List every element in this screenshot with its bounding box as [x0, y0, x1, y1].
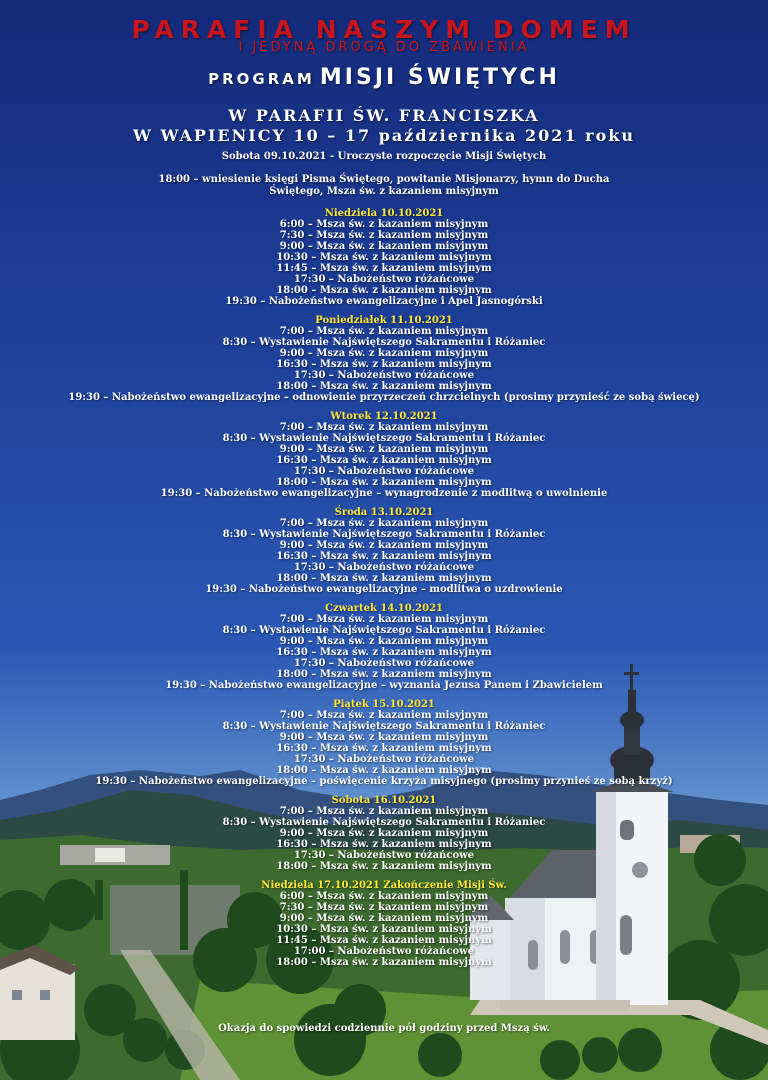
- schedule-line: 7:30 – Msza św. z kazaniem misyjnym: [279, 230, 489, 241]
- opening-line: Sobota 09.10.2021 - Uroczyste rozpoczęcie Misji Świętych: [221, 151, 547, 162]
- schedule-line: 19:30 – Nabożeństwo ewangelizacyjne – poświęcenie krzyża misyjnego (prosimy przynieś ze sobą krzyż): [95, 776, 673, 787]
- schedule-line: 7:00 – Msza św. z kazaniem misyjnym: [279, 614, 489, 625]
- day-title: Wtorek 12.10.2021: [330, 411, 438, 422]
- day-block: [0, 880, 768, 968]
- schedule-line: 19:30 – Nabożeństwo ewangelizacyjne – wyznania Jezusa Panem i Zbawicielem: [165, 680, 603, 691]
- schedule-line: 8:30 – Wystawienie Najświętszego Sakramentu i Różaniec: [222, 433, 546, 444]
- schedule-line: 7:30 – Msza św. z kazaniem misyjnym: [279, 902, 489, 913]
- schedule-line: 17:30 – Nabożeństwo różańcowe: [293, 754, 475, 765]
- schedule-line: 18:00 – Msza św. z kazaniem misyjnym: [276, 765, 492, 776]
- schedule-line: 18:00 – Msza św. z kazaniem misyjnym: [276, 957, 492, 968]
- parish-name: W PARAFII ŚW. FRANCISZKA: [228, 106, 540, 125]
- schedule-line: 17:30 – Nabożeństwo różańcowe: [293, 850, 475, 861]
- day-block: [0, 507, 768, 595]
- day-title: Niedziela 10.10.2021: [324, 208, 444, 219]
- schedule-line: 9:00 – Msza św. z kazaniem misyjnym: [279, 913, 489, 924]
- schedule-line: 19:30 – Nabożeństwo ewangelizacyjne – odnowienie przyrzeczeń chrzcielnych (prosimy przynieść ze sobą świecę): [68, 392, 700, 403]
- schedule-line: 16:30 – Msza św. z kazaniem misyjnym: [276, 839, 492, 850]
- schedule-line: 9:00 – Msza św. z kazaniem misyjnym: [279, 241, 489, 252]
- schedule-line: 16:30 – Msza św. z kazaniem misyjnym: [276, 359, 492, 370]
- schedule: [0, 208, 768, 968]
- day-block: [0, 411, 768, 499]
- schedule-line: 18:00 – Msza św. z kazaniem misyjnym: [276, 669, 492, 680]
- schedule-line: 17:00 – Nabożeństwo różańcowe: [293, 946, 475, 957]
- schedule-line: 17:30 – Nabożeństwo różańcowe: [293, 466, 475, 477]
- schedule-line: 17:30 – Nabożeństwo różańcowe: [293, 658, 475, 669]
- schedule-line: 19:30 – Nabożeństwo ewangelizacyjne i Apel Jasnogórski: [225, 296, 543, 307]
- day-title: Sobota 16.10.2021: [331, 795, 437, 806]
- schedule-line: 6:00 – Msza św. z kazaniem misyjnym: [279, 219, 489, 230]
- schedule-line: 16:30 – Msza św. z kazaniem misyjnym: [276, 551, 492, 562]
- schedule-line: 9:00 – Msza św. z kazaniem misyjnym: [279, 732, 489, 743]
- day-title: Piątek 15.10.2021: [333, 699, 435, 710]
- schedule-line: 8:30 – Wystawienie Najświętszego Sakramentu i Różaniec: [222, 529, 546, 540]
- schedule-line: 9:00 – Msza św. z kazaniem misyjnym: [279, 636, 489, 647]
- day-title: Czwartek 14.10.2021: [324, 603, 443, 614]
- opening-details: 18:00 – wniesienie księgi Pisma Świętego, powitanie Misjonarzy, hymn do Ducha Świętego, Msza św. z kazaniem misyjnym: [158, 174, 610, 197]
- day-block: [0, 795, 768, 872]
- confession-note: Okazja do spowiedzi codziennie pół godziny przed Mszą św.: [218, 1023, 550, 1034]
- schedule-line: 8:30 – Wystawienie Najświętszego Sakramentu i Różaniec: [222, 721, 546, 732]
- day-title: Poniedziałek 11.10.2021: [315, 315, 453, 326]
- schedule-line: 17:30 – Nabożeństwo różańcowe: [293, 370, 475, 381]
- schedule-line: 17:30 – Nabożeństwo różańcowe: [293, 274, 475, 285]
- program-main: MISJI ŚWIĘTYCH: [319, 65, 560, 90]
- schedule-line: 19:30 – Nabożeństwo ewangelizacyjne – wynagrodzenie z modlitwą o uwolnienie: [160, 488, 608, 499]
- day-block: [0, 208, 768, 307]
- mission-dates: W WAPIENICY 10 – 17 października 2021 roku: [133, 126, 635, 145]
- schedule-line: 9:00 – Msza św. z kazaniem misyjnym: [279, 348, 489, 359]
- schedule-line: 18:00 – Msza św. z kazaniem misyjnym: [276, 285, 492, 296]
- schedule-line: 10:30 – Msza św. z kazaniem misyjnym: [276, 252, 492, 263]
- schedule-line: 19:30 – Nabożeństwo ewangelizacyjne – modlitwa o uzdrowienie: [205, 584, 563, 595]
- day-title: Środa 13.10.2021: [334, 507, 434, 518]
- poster-subtitle: I JEDYNĄ DROGĄ DO ZBAWIENIA: [238, 40, 530, 55]
- schedule-line: 6:00 – Msza św. z kazaniem misyjnym: [279, 891, 489, 902]
- day-block: [0, 603, 768, 691]
- schedule-line: 11:45 – Msza św. z kazaniem misyjnym: [276, 263, 492, 274]
- schedule-line: 7:00 – Msza św. z kazaniem misyjnym: [279, 710, 489, 721]
- schedule-line: 18:00 – Msza św. z kazaniem misyjnym: [276, 477, 492, 488]
- schedule-line: 8:30 – Wystawienie Najświętszego Sakramentu i Różaniec: [222, 625, 546, 636]
- program-heading: [0, 63, 768, 94]
- schedule-line: 7:00 – Msza św. z kazaniem misyjnym: [279, 326, 489, 337]
- schedule-line: 10:30 – Msza św. z kazaniem misyjnym: [276, 924, 492, 935]
- schedule-line: 18:00 – Msza św. z kazaniem misyjnym: [276, 861, 492, 872]
- schedule-line: 16:30 – Msza św. z kazaniem misyjnym: [276, 743, 492, 754]
- schedule-line: 7:00 – Msza św. z kazaniem misyjnym: [279, 806, 489, 817]
- schedule-line: 9:00 – Msza św. z kazaniem misyjnym: [279, 540, 489, 551]
- poster-title: PARAFIA NASZYM DOMEM: [131, 15, 637, 44]
- schedule-line: 7:00 – Msza św. z kazaniem misyjnym: [279, 422, 489, 433]
- schedule-line: 8:30 – Wystawienie Najświętszego Sakramentu i Różaniec: [222, 337, 546, 348]
- program-prefix: PROGRAM: [208, 70, 315, 88]
- schedule-line: 18:00 – Msza św. z kazaniem misyjnym: [276, 381, 492, 392]
- day-title: Niedziela 17.10.2021 Zakończenie Misji Św.: [261, 880, 507, 891]
- schedule-line: 17:30 – Nabożeństwo różańcowe: [293, 562, 475, 573]
- schedule-line: 8:30 – Wystawienie Najświętszego Sakramentu i Różaniec: [222, 817, 546, 828]
- schedule-line: 11:45 – Msza św. z kazaniem misyjnym: [276, 935, 492, 946]
- schedule-line: 9:00 – Msza św. z kazaniem misyjnym: [279, 828, 489, 839]
- day-block: [0, 699, 768, 787]
- schedule-line: 16:30 – Msza św. z kazaniem misyjnym: [276, 455, 492, 466]
- day-block: [0, 315, 768, 403]
- schedule-line: 18:00 – Msza św. z kazaniem misyjnym: [276, 573, 492, 584]
- schedule-line: 7:00 – Msza św. z kazaniem misyjnym: [279, 518, 489, 529]
- schedule-line: 9:00 – Msza św. z kazaniem misyjnym: [279, 444, 489, 455]
- schedule-line: 16:30 – Msza św. z kazaniem misyjnym: [276, 647, 492, 658]
